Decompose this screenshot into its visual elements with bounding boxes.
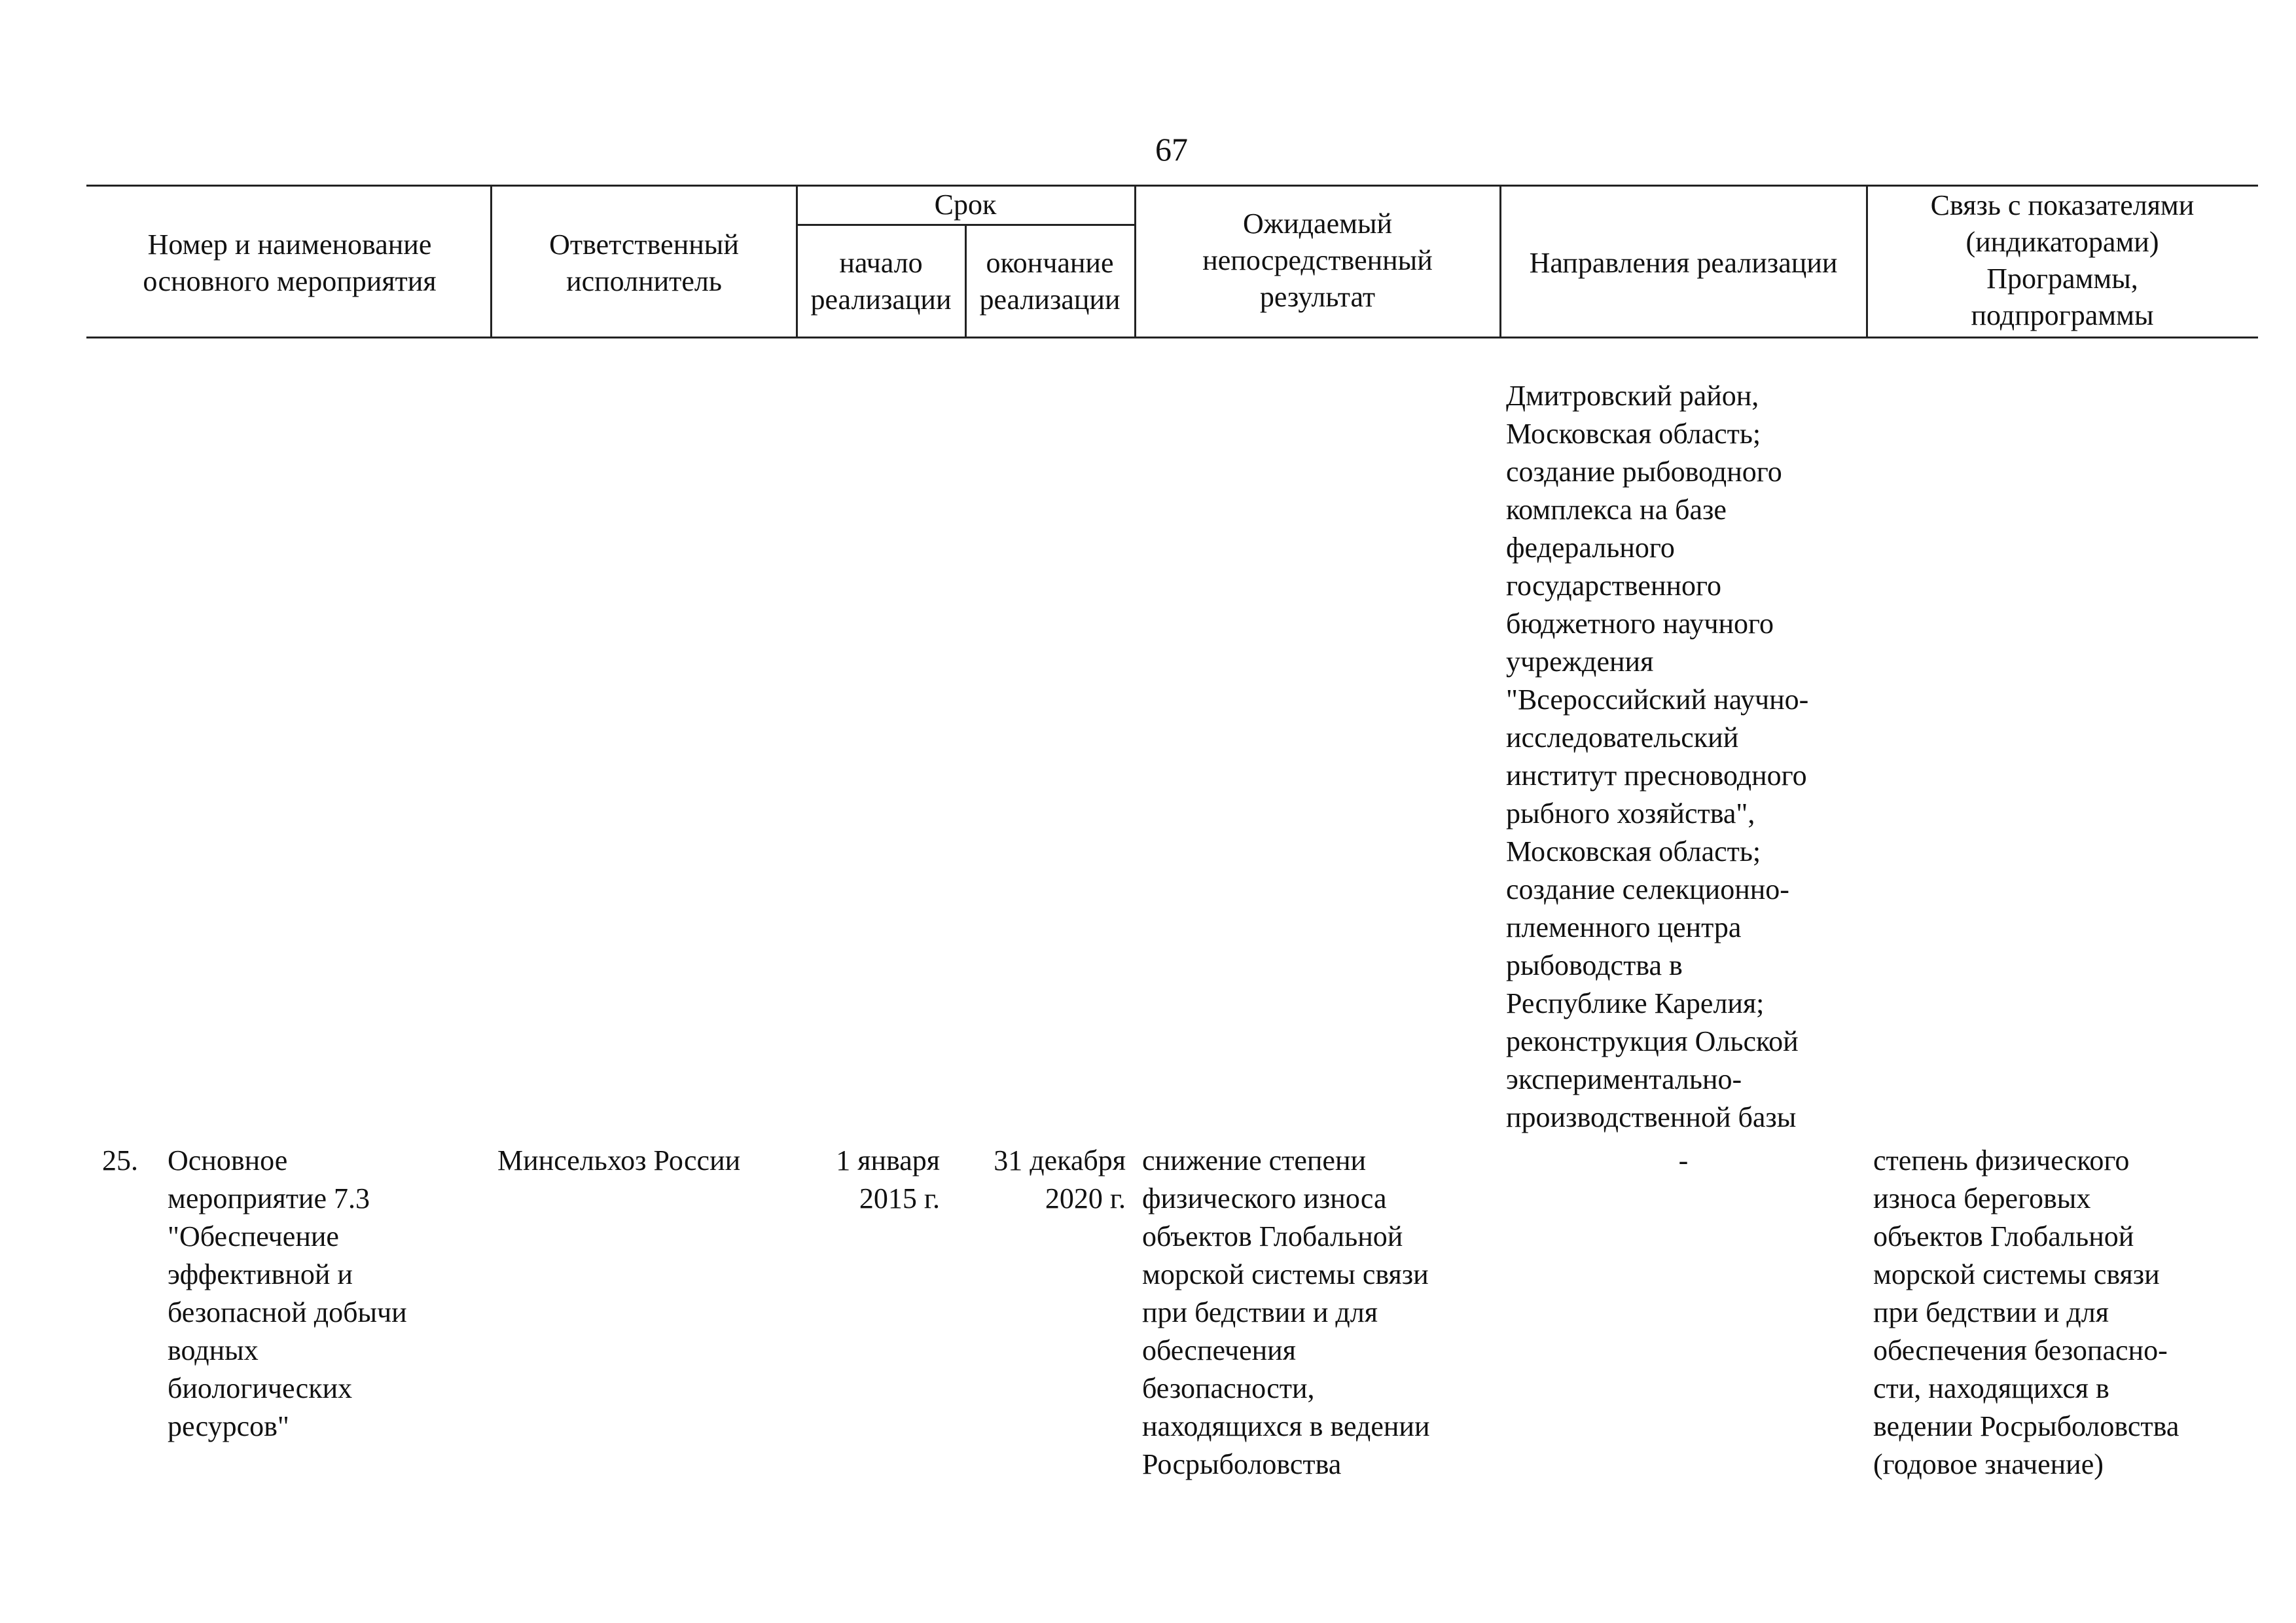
header-activity-name: Номер и наименование основного мероприятия <box>143 228 437 297</box>
header-bottom-border <box>86 337 2258 338</box>
column-divider-6 <box>1866 185 1868 338</box>
end-date: 31 декабря 2020 г. <box>994 1144 1126 1214</box>
header-end: окончание реализации <box>979 247 1121 316</box>
implementation-directions: - <box>1678 1144 1689 1176</box>
directions-continuation: Дмитровский район, Московская область; создание рыбоводного комплекса на базе федерального государственного бюджетного научного учреждения "Всероссийский научно- исследовательский институт пресноводного рыбного хозяйства", Московская область; создание селекционно- племенного центра рыбоводства в Республике Карелия; реконструкция Ольской экспериментально- производственной базы <box>1506 380 1809 1133</box>
column-divider-5 <box>1499 185 1501 338</box>
column-divider-4 <box>1134 185 1136 338</box>
activity-name: Основное мероприятие 7.3 "Обеспечение эффективной и безопасной добычи водных биологических ресурсов" <box>168 1144 407 1442</box>
header-directions: Направления реализации <box>1529 247 1838 279</box>
indicators-link: степень физического износа береговых объектов Глобальной морской системы связи при бедствии и для обеспечения безопасно- сти, находящихся в ведении Росрыболовства (годовое значение) <box>1873 1144 2179 1480</box>
responsible-executor: Минсельхоз России <box>497 1144 741 1176</box>
header-term: Срок <box>934 189 997 221</box>
start-date: 1 января 2015 г. <box>836 1144 940 1214</box>
header-indicators-link: Связь с показателями (индикаторами) Программы, подпрограммы <box>1930 189 2195 331</box>
header-start: начало реализации <box>810 247 952 316</box>
page-number: 67 <box>1155 131 1188 168</box>
header-expected-result: Ожидаемый непосредственный результат <box>1202 208 1433 313</box>
expected-result: снижение степени физического износа объектов Глобальной морской системы связи при бедствии и для обеспечения безопасности, находящихся в ведении Росрыболовства <box>1142 1144 1430 1480</box>
row-number: 25. <box>102 1144 138 1176</box>
column-divider-1 <box>490 185 492 338</box>
table-top-border <box>86 185 2258 187</box>
header-executor: Ответственный исполнитель <box>549 228 739 297</box>
